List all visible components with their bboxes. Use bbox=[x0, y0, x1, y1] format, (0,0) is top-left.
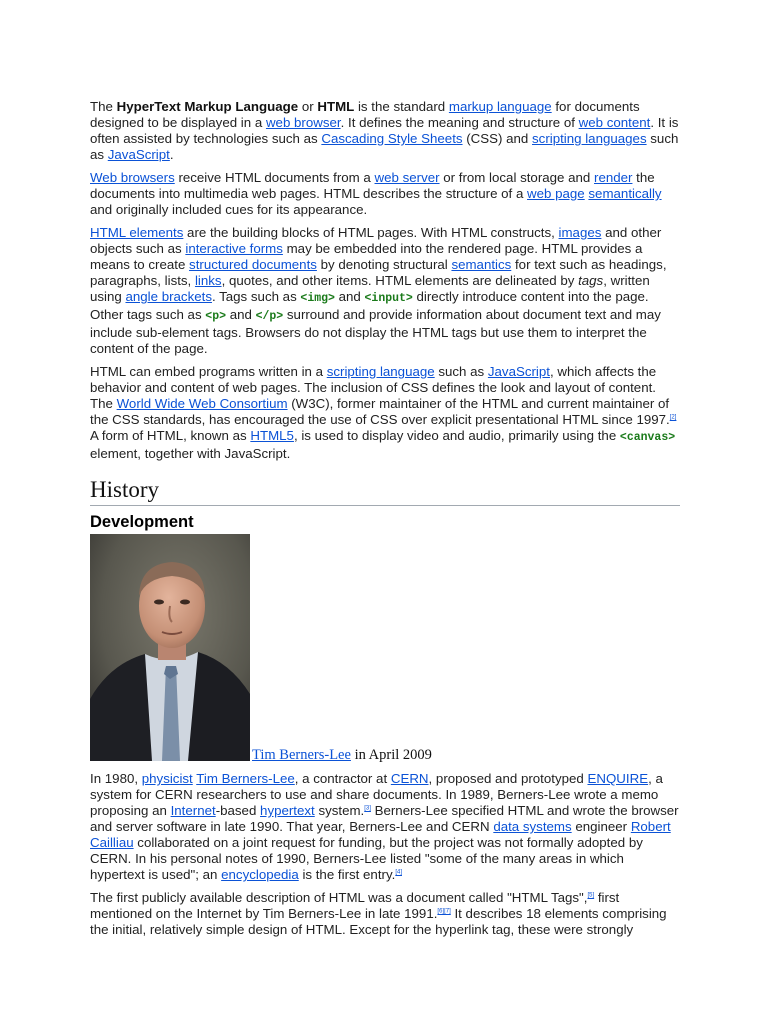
history-paragraph-2: The first publicly available description of HTML was a document called "HTML Tags",[5] first mentioned on the Internet by Tim Berners-Lee in late 1991.[6][7] It describes 18 elements comprising the initial, relatively simple design of HTML. Except for the hyperlink tag, these were strongly bbox=[90, 890, 667, 937]
link-internet[interactable]: Internet bbox=[170, 803, 216, 818]
code-canvas-tag: <canvas> bbox=[619, 431, 676, 444]
link-angle-brackets[interactable]: angle brackets bbox=[125, 289, 212, 304]
link-html5[interactable]: HTML5 bbox=[250, 428, 294, 443]
link-web-server[interactable]: web server bbox=[374, 170, 440, 185]
link-data-systems[interactable]: data systems bbox=[493, 819, 572, 834]
link-scripting-language[interactable]: scripting language bbox=[326, 364, 435, 379]
citation-2[interactable]: [2] bbox=[669, 414, 677, 421]
code-img-tag: <img> bbox=[300, 292, 335, 305]
link-cascading-style-sheets[interactable]: Cascading Style Sheets bbox=[321, 131, 463, 146]
link-links[interactable]: links bbox=[194, 273, 222, 288]
link-javascript-2[interactable]: JavaScript bbox=[487, 364, 550, 379]
link-caption-tim-berners-lee[interactable]: Tim Berners-Lee bbox=[252, 747, 351, 763]
term-tags: tags bbox=[578, 273, 604, 288]
link-encyclopedia[interactable]: encyclopedia bbox=[221, 867, 299, 882]
figure bbox=[90, 534, 680, 761]
code-input-tag: <input> bbox=[364, 292, 413, 305]
link-tim-berners-lee[interactable]: Tim Berners-Lee bbox=[196, 771, 295, 786]
link-hypertext[interactable]: hypertext bbox=[260, 803, 315, 818]
link-web-browsers[interactable]: Web browsers bbox=[90, 170, 175, 185]
link-structured-documents[interactable]: structured documents bbox=[189, 257, 317, 272]
link-render[interactable]: render bbox=[594, 170, 633, 185]
link-enquire[interactable]: ENQUIRE bbox=[587, 771, 649, 786]
link-images[interactable]: images bbox=[558, 225, 602, 240]
portrait-photo bbox=[90, 534, 250, 761]
intro-paragraph-2: Web browsers receive HTML documents from a web server or from local storage and render the documents into multimedia web pages. HTML describes the structure of a web page semantically and originally included cues for its appearance. bbox=[90, 170, 662, 217]
subsection-heading-development: Development bbox=[90, 513, 194, 531]
citation-5[interactable]: [5] bbox=[587, 892, 595, 899]
intro-paragraph-4: HTML can embed programs written in a scripting language such as JavaScript, which affects the behavior and content of web pages. The inclusion of CSS defines the look and layout of content. The World Wide Web Consortium (W3C), former maintainer of the HTML and current maintainer of the CSS standards, has encouraged the use of CSS over explicit presentational HTML since 1997.[2] A form of HTML, known as HTML5, is used to display video and audio, primarily using the <canvas> element, together with JavaScript. bbox=[90, 364, 677, 461]
code-p-close-tag: </p> bbox=[255, 310, 284, 323]
citation-6-7[interactable]: [6][7] bbox=[437, 908, 451, 915]
link-robert-cailliau[interactable]: Robert Cailliau bbox=[90, 819, 671, 850]
link-web-content[interactable]: web content bbox=[578, 115, 651, 130]
section-heading-history: History bbox=[90, 477, 680, 506]
link-interactive-forms[interactable]: interactive forms bbox=[185, 241, 283, 256]
link-scripting-languages[interactable]: scripting languages bbox=[532, 131, 647, 146]
link-web-browser[interactable]: web browser bbox=[265, 115, 341, 130]
portrait-image bbox=[90, 534, 250, 761]
link-javascript[interactable]: JavaScript bbox=[107, 147, 170, 162]
intro-paragraph-3: HTML elements are the building blocks of HTML pages. With HTML constructs, images and other objects such as interactive forms may be embedded into the rendered page. HTML provides a means to create structured documents by denoting structural semantics for text such as headings, paragraphs, lists, links, quotes, and other items. HTML elements are delineated by tags, written using angle brackets. Tags such as <img> and <input> directly introduce content into the page. Other tags such as <p> and </p> surround and provide information about document text and may include sub-element tags. Browsers do not display the HTML tags but use them to interpret the content of the page. bbox=[90, 225, 667, 356]
figure-caption: Tim Berners-Lee in April 2009 bbox=[252, 747, 432, 763]
citation-3[interactable]: [3] bbox=[364, 805, 371, 812]
link-w3c[interactable]: World Wide Web Consortium bbox=[116, 396, 288, 411]
term-hypertext-markup-language: HyperText Markup Language bbox=[116, 99, 299, 114]
term-html: HTML bbox=[317, 99, 355, 114]
link-cern[interactable]: CERN bbox=[390, 771, 429, 786]
link-markup-language[interactable]: markup language bbox=[448, 99, 552, 114]
article-content bbox=[90, 99, 680, 945]
link-html-elements[interactable]: HTML elements bbox=[90, 225, 184, 240]
link-semantics[interactable]: semantics bbox=[451, 257, 512, 272]
history-paragraph-1: In 1980, physicist Tim Berners-Lee, a contractor at CERN, proposed and prototyped ENQUIRE, a system for CERN researchers to use and share documents. In 1989, Berners-Lee wrote a memo proposing an Internet-based hypertext system.[3] Berners-Lee specified HTML and wrote the browser and server software in late 1990. That year, Berners-Lee and CERN data systems engineer Robert Cailliau collaborated on a joint request for funding, but the project was not formally adopted by CERN. In his personal notes of 1990, Berners-Lee listed "some of the many areas in which hypertext is used"; an encyclopedia is the first entry.[4] bbox=[90, 771, 679, 882]
link-semantically[interactable]: semantically bbox=[588, 186, 662, 201]
link-physicist[interactable]: physicist bbox=[141, 771, 193, 786]
code-p-tag: <p> bbox=[205, 310, 227, 323]
citation-4[interactable]: [4] bbox=[395, 869, 402, 876]
intro-paragraph-1: The HyperText Markup Language or HTML is the standard markup language for documents designed to be displayed in a web browser. It defines the meaning and structure of web content. It is often assisted by technologies such as Cascading Style Sheets (CSS) and scripting languages such as JavaScript. bbox=[90, 99, 679, 162]
link-web-page[interactable]: web page bbox=[527, 186, 585, 201]
